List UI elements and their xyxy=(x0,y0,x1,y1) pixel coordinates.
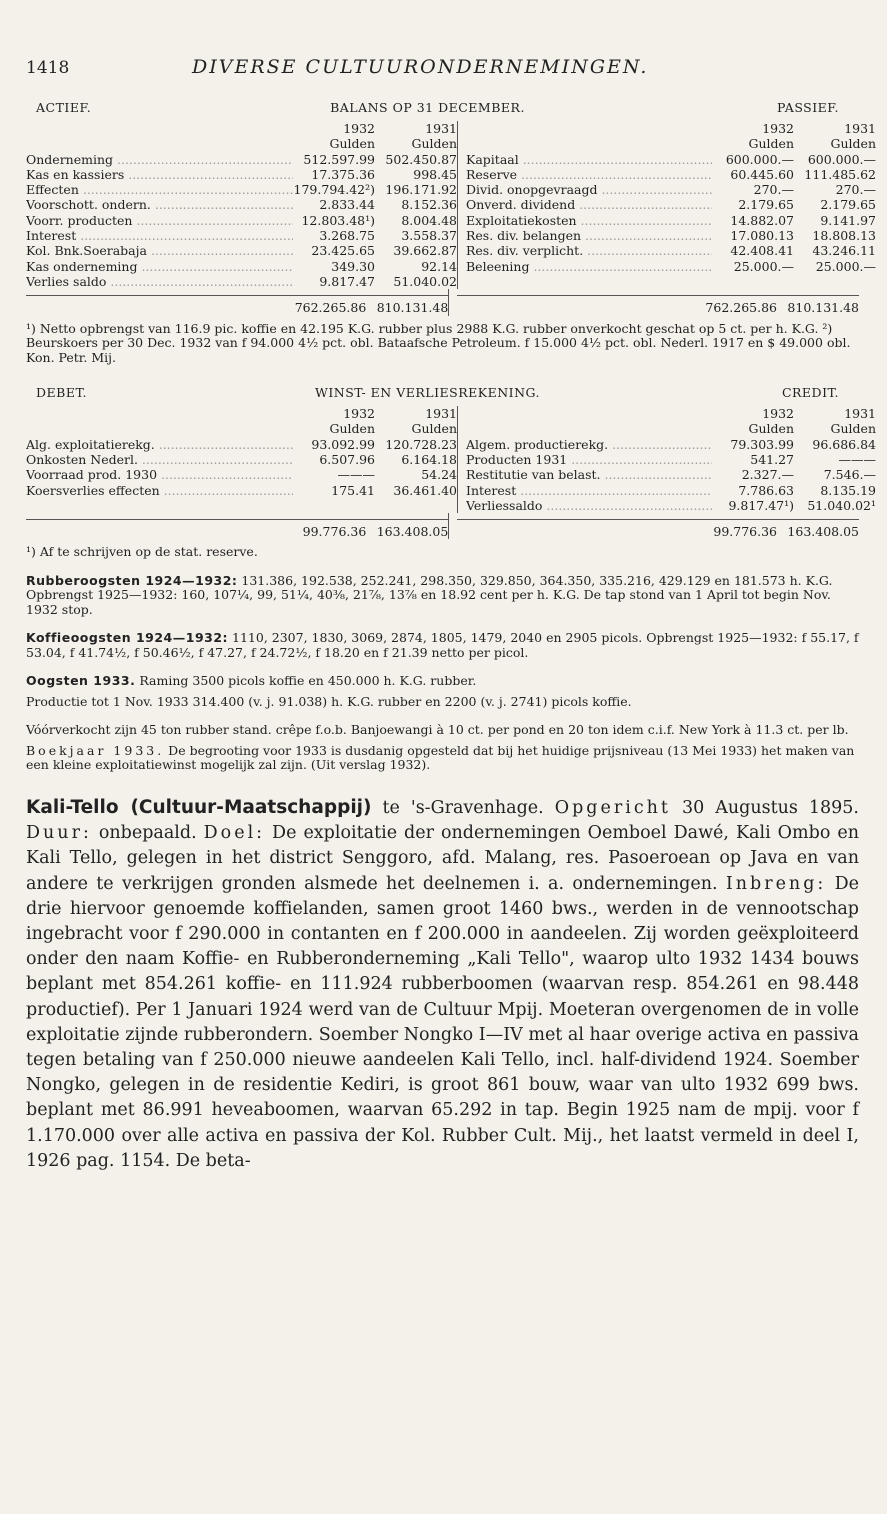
koffie-paragraph: Koffieoogsten 1924—1932: 1110, 2307, 1830, 3069, 2874, 1805, 1479, 2040 en 2905 picols. Opbrengst 1925—1932: f 55.17, f 53.04, f 41.74½, f 50.46½, f 47.27, f 24.72½, f 18.20 en f 21.39 netto per picol. xyxy=(26,630,859,660)
verkocht-paragraph: Vóórverkocht zijn 45 ton rubber stand. crêpe f.o.b. Banjoewangi à 10 ct. per pond en 20 ton idem c.i.f. New York à 11.3 ct. per lb. xyxy=(26,722,849,738)
row-label: Res. div. belangen ..... xyxy=(466,228,712,243)
value-1932: 23.425.65 xyxy=(311,243,375,259)
value-1932: 2.833.44 xyxy=(319,197,375,213)
row-label: Voorschott. ondern. ..... xyxy=(26,197,293,212)
value-1931: 18.808.13 xyxy=(812,228,876,244)
actief-row xyxy=(26,228,457,243)
value-1932: 175.41 xyxy=(331,482,375,498)
passief-row xyxy=(466,197,876,212)
value-1931: 3.558.37 xyxy=(401,228,457,244)
row-label: Effecten ..... xyxy=(26,182,293,197)
value-1932: 9.817.47¹) xyxy=(728,497,794,513)
value-1931: 6.164.18 xyxy=(401,451,457,467)
unit-header-row: Gulden Gulden xyxy=(748,136,876,152)
rubber-paragraph: Rubberoogsten 1924—1932: 131.386, 192.538, 252.241, 298.350, 329.850, 364.350, 335.216, 429.129 en 181.573 h. K.G. Opbrengst 1925—1932: 160, 107¼, 99, 51¼, 40⅜, 21⅞, 13⅞ en 18.92 cent per h. K.G. De tap stond van 1 April tot begin Nov. 1932 stop. xyxy=(26,572,833,617)
value-1932: 512.597.99 xyxy=(303,151,375,167)
page-number: 1418 xyxy=(26,58,70,78)
row-label: Koersverlies effecten ..... xyxy=(26,483,293,498)
credit-total-row: 99.776.36 163.408.05 xyxy=(457,519,859,539)
value-1931: 92.14 xyxy=(421,258,457,274)
value-1931: 51.040.02 xyxy=(393,273,457,289)
value-1932: 60.445.60 xyxy=(730,166,794,182)
debet-row xyxy=(26,452,457,467)
value-1932: ——— xyxy=(337,467,375,483)
winst-headings xyxy=(26,385,859,400)
company-name: Kali-Tello (Cultuur-Maatschappij) xyxy=(26,796,372,818)
value-1932: 17.375.36 xyxy=(311,166,375,182)
passief-row xyxy=(466,213,876,228)
value-1931: 600.000.— xyxy=(807,151,876,167)
boekjaar-paragraph: Boekjaar 1933. De begrooting voor 1933 is dusdanig opgesteld dat bij het huidige prijsniveau (13 Mei 1933) het maken van een kleine exploitatiewinst mogelijk zal zijn. (Uit verslag 1932). xyxy=(26,742,855,773)
value-1931: 36.461.40 xyxy=(393,482,457,498)
value-1931: 8.152.36 xyxy=(401,197,457,213)
actief-row xyxy=(26,152,457,167)
credit-row xyxy=(466,437,876,452)
credit-column xyxy=(457,406,876,513)
row-label: Interest ..... xyxy=(26,228,293,243)
balans-footnote: ¹) Netto opbrengst van 116.9 pic. koffie en 42.195 K.G. rubber plus 2988 K.G. rubber onverkocht geschat op 5 ct. per h. K.G. ²) Beurskoers per 30 Dec. 1932 van f 94.000 4½ pct. obl. Bataafsche Petroleum. f 15.000 4½ pct. obl. Nederl. 1917 en $ 49.000 obl. Kon. Petr. Mij. xyxy=(26,320,851,365)
value-1932: 2.327.— xyxy=(741,467,794,483)
value-1931: 120.728.23 xyxy=(385,436,457,452)
value-1931: 39.662.87 xyxy=(393,243,457,259)
winst-footnote: ¹) Af te schrijven op de stat. reserve. xyxy=(26,544,258,560)
value-1931: 51.040.02¹ xyxy=(807,497,876,513)
row-label: Kol. Bnk.Soerabaja ..... xyxy=(26,243,293,258)
winst-totals xyxy=(26,513,859,539)
value-1931: 196.171.92 xyxy=(385,182,457,198)
row-label: Beleening ..... xyxy=(466,259,712,274)
value-1932: 179.794.42²) xyxy=(293,182,375,198)
value-1931: 7.546.— xyxy=(823,467,876,483)
actief-row xyxy=(26,274,457,289)
running-title: DIVERSE CULTUURONDERNEMINGEN. xyxy=(192,56,649,78)
unit-header-row: Gulden Gulden xyxy=(748,421,876,437)
oogsten-paragraph: Oogsten 1933. Raming 3500 picols koffie en 450.000 h. K.G. rubber. xyxy=(26,673,477,689)
value-1932: 17.080.13 xyxy=(730,228,794,244)
row-label: Exploitatiekosten ..... xyxy=(466,213,712,228)
credit-row xyxy=(466,483,876,498)
value-1931: 111.485.62 xyxy=(804,166,876,182)
value-1932: 349.30 xyxy=(331,258,375,274)
page-header xyxy=(26,56,859,78)
row-label: Verliessaldo ..... xyxy=(466,498,712,513)
actief-row xyxy=(26,213,457,228)
debet-total-row: 99.776.36 163.408.05 xyxy=(26,519,448,539)
value-1931: 502.450.87 xyxy=(385,151,457,167)
value-1931: 25.000.— xyxy=(815,258,876,274)
passief-row xyxy=(466,228,876,243)
value-1932: 93.092.99 xyxy=(311,436,375,452)
passief-row xyxy=(466,182,876,197)
value-1931: 43.246.11 xyxy=(812,243,876,259)
opgericht-label: Opgericht xyxy=(554,797,671,818)
value-1932: 79.303.99 xyxy=(730,436,794,452)
duur-label: Duur: xyxy=(26,823,92,844)
value-1932: 6.507.96 xyxy=(319,451,375,467)
value-1931: 998.45 xyxy=(413,166,457,182)
row-label: Kas en kassiers ..... xyxy=(26,167,293,182)
passief-row xyxy=(466,243,876,258)
passief-row xyxy=(466,152,876,167)
row-label: Restitutie van belast. ..... xyxy=(466,467,712,482)
balans-headings xyxy=(26,100,859,115)
year-header-row: 1932 1931 xyxy=(343,121,457,136)
inbreng-label: Inbreng: xyxy=(725,873,827,894)
actief-heading: ACTIEF. xyxy=(36,100,92,115)
value-1932: 25.000.— xyxy=(733,258,794,274)
value-1931: 8.135.19 xyxy=(820,482,876,498)
passief-total-row: 762.265.86 810.131.48 xyxy=(457,295,859,315)
winst-table xyxy=(26,406,876,513)
actief-row xyxy=(26,259,457,274)
row-label: Onverd. dividend ..... xyxy=(466,197,712,212)
row-label: Algem. productierekg. ..... xyxy=(466,437,712,452)
value-1932: 600.000.— xyxy=(725,151,794,167)
year-header-row: 1932 1931 xyxy=(762,406,876,422)
year-header-row: 1932 1931 xyxy=(343,406,457,422)
actief-total-row: 762.265.86 810.131.48 xyxy=(26,295,448,315)
value-1931: 96.686.84 xyxy=(812,436,876,452)
credit-row xyxy=(466,452,876,467)
row-label: Kapitaal ..... xyxy=(466,152,712,167)
row-label: Divid. onopgevraagd ..... xyxy=(466,182,712,197)
row-label: Producten 1931 ..... xyxy=(466,452,712,467)
value-1932: 14.882.07 xyxy=(730,212,794,228)
balans-totals xyxy=(26,289,859,315)
value-1932: 9.817.47 xyxy=(319,273,375,289)
winst-heading: WINST- EN VERLIESREKENING. xyxy=(314,385,541,401)
passief-column xyxy=(457,121,876,289)
value-1932: 42.408.41 xyxy=(730,243,794,259)
value-1932: 2.179.65 xyxy=(738,197,794,213)
actief-row xyxy=(26,182,457,197)
actief-row xyxy=(26,167,457,182)
row-label: Interest ..... xyxy=(466,483,712,498)
debet-row xyxy=(26,483,457,498)
row-label: Voorr. producten ..... xyxy=(26,213,293,228)
row-label: Res. div. verplicht. ..... xyxy=(466,243,712,258)
value-1932: 270.— xyxy=(753,182,794,198)
balans-table xyxy=(26,121,876,289)
debet-column xyxy=(26,406,457,513)
productie-paragraph: Productie tot 1 Nov. 1933 314.400 (v. j. 91.038) h. K.G. rubber en 2200 (v. j. 2741) picols koffie. xyxy=(26,693,632,709)
value-1932: 541.27 xyxy=(750,451,794,467)
value-1931: 9.141.97 xyxy=(820,212,876,228)
company-description: Kali-Tello (Cultuur-Maatschappij) te 's-Gravenhage. Opgericht 30 Augustus 1895. Duur: onbepaald. Doel: De exploitatie der ondernemingen Oemboel Dawé, Kali Ombo en Kali Tello, gelegen in het district Senggoro, afd. Malang, res. Pasoeroean op Java en van andere te verkrijgen gronden alsmede het deelnemen i. a. ondernemingen. Inbreng: De drie hiervoor genoemde koffielanden, samen groot 1460 bws., werden in de vennootschap ingebracht voor f 290.000 in contanten en f 200.000 in aandeelen. Zij worden geëxploiteerd onder den naam Koffie- en Rubberonderneming „Kali Tello", waarop ulto 1932 1434 bouws beplant met 854.261 koffie- en 111.924 rubberboomen (waarvan resp. 854.261 en 98.448 productief). Per 1 Januari 1924 werd van de Cultuur Mpij. Moeteran overgenomen de in volle exploitatie zijnde rubberondern. Soember Nongko I—IV met al haar overige activa en passiva tegen betaling van f 250.000 nieuwe aandeelen Kali Tello, incl. half-dividend 1924. Soember Nongko, gelegen in de residentie Kediri, is groot 861 bouw, waar van ulto 1932 699 bws. beplant met 86.991 heveaboomen, waarvan 65.292 in tap. Begin 1925 nam de mpij. voor f 1.170.000 over alle activa en passiva der Kol. Rubber Cult. Mij., het laatst vermeld in deel I, 1926 pag. 1154. De beta- xyxy=(26,796,859,1171)
debet-heading: DEBET. xyxy=(36,385,87,401)
passief-row xyxy=(466,167,876,182)
value-1931: ——— xyxy=(838,451,876,467)
row-label: Alg. exploitatierekg. ..... xyxy=(26,437,293,452)
value-1931: 54.24 xyxy=(421,467,457,483)
row-label: Kas onderneming ..... xyxy=(26,259,293,274)
passief-heading: PASSIEF. xyxy=(777,100,839,115)
debet-row xyxy=(26,467,457,482)
row-label: Voorraad prod. 1930 ..... xyxy=(26,467,293,482)
value-1931: 270.— xyxy=(835,182,876,198)
row-label: Reserve ..... xyxy=(466,167,712,182)
unit-header-row: Gulden Gulden xyxy=(329,136,457,152)
balans-heading: BALANS OP 31 DECEMBER. xyxy=(330,100,525,115)
credit-row xyxy=(466,467,876,482)
value-1932: 12.803.48¹) xyxy=(301,212,375,228)
actief-row xyxy=(26,243,457,258)
doel-label: Doel: xyxy=(203,823,266,844)
row-label: Verlies saldo ..... xyxy=(26,274,293,289)
credit-heading: CREDIT. xyxy=(781,385,839,401)
value-1932: 7.786.63 xyxy=(738,482,794,498)
year-header-row: 1932 1931 xyxy=(762,121,876,136)
actief-column xyxy=(26,121,457,289)
passief-row xyxy=(466,259,876,274)
credit-row xyxy=(466,498,876,513)
debet-row xyxy=(26,437,457,452)
value-1931: 2.179.65 xyxy=(820,197,876,213)
actief-row xyxy=(26,197,457,212)
value-1931: 8.004.48 xyxy=(401,212,457,228)
value-1932: 3.268.75 xyxy=(319,228,375,244)
row-label: Onkosten Nederl. ..... xyxy=(26,452,293,467)
unit-header-row: Gulden Gulden xyxy=(329,421,457,437)
row-label: Onderneming ..... xyxy=(26,152,293,167)
